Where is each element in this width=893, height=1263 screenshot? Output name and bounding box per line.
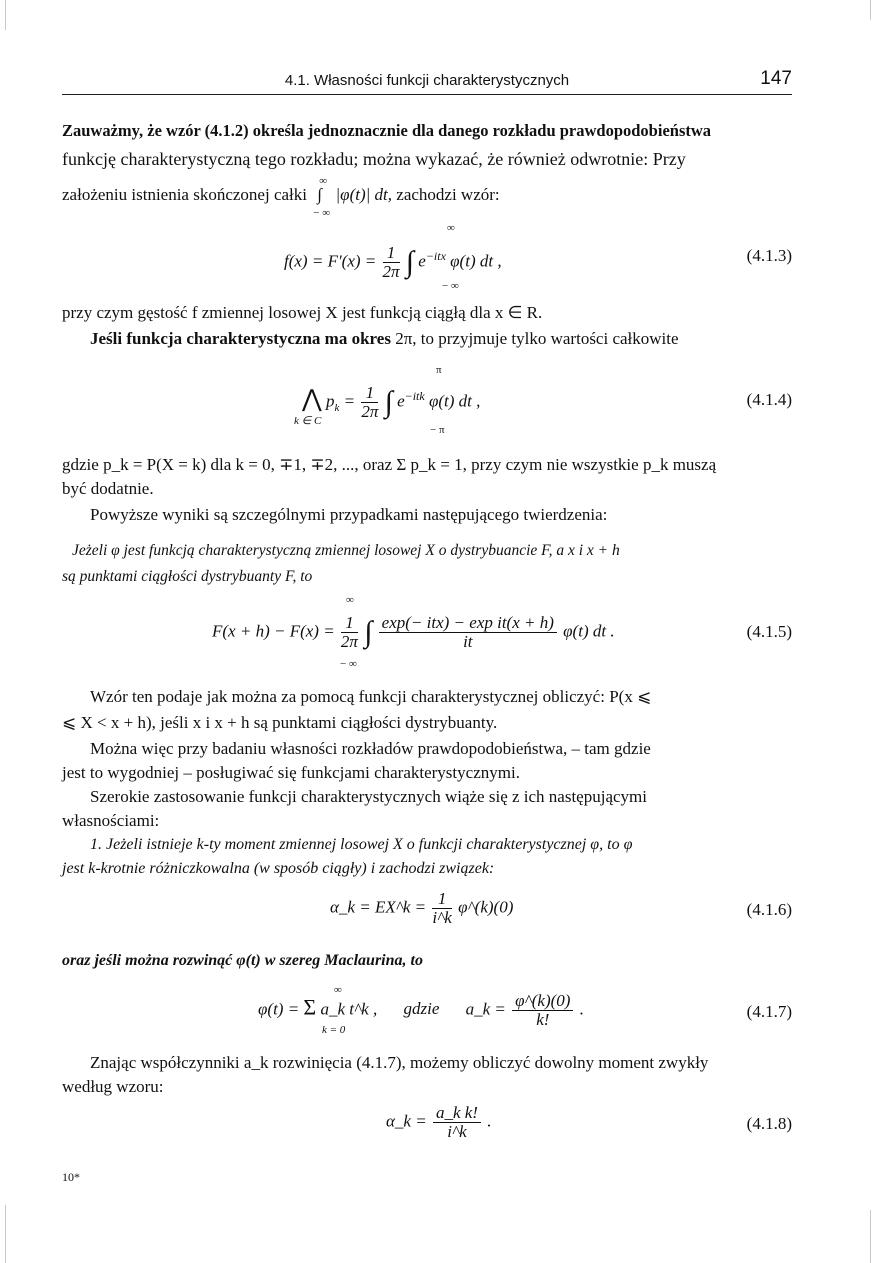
integral-sign: ∫ <box>384 385 393 419</box>
item1-line2: jest k-krotnie różniczkowalna (w sposób ciągły) i zachodzi związek: <box>62 860 495 877</box>
right-page-edge-bottom <box>870 1210 871 1263</box>
eq414-exp: −itk <box>404 388 425 403</box>
eq413-exp: −itx <box>425 248 446 263</box>
eq413-fraction <box>383 244 400 281</box>
eq418-num: a_k k! <box>433 1104 481 1123</box>
para1-line3-before: założeniu istnienia skończonej całki <box>62 185 307 204</box>
para4-line3: Można więc przy badaniu własności rozkładów prawdopodobieństwa, – tam gdzie <box>90 739 651 758</box>
eq415-fnum: exp(− itx) − exp it(x + h) <box>379 614 557 633</box>
eq415-num: 1 <box>341 614 358 633</box>
para4-line5: Szerokie zastosowanie funkcji charakterystycznych wiąże się z ich następującymi <box>90 787 647 806</box>
para3-line2: być dodatnie. <box>62 479 154 498</box>
eq417-number: (4.1.7) <box>746 1002 792 1021</box>
para1-line3-after: zachodzi wzór: <box>396 185 500 204</box>
eq416-lhs: α_k = EX^k = <box>330 897 427 917</box>
eq413-upper: ∞ <box>447 222 455 234</box>
eq415-lhs: F(x + h) − F(x) = <box>212 621 335 641</box>
eq415-fden: it <box>463 632 473 651</box>
eq414-number: (4.1.4) <box>746 390 792 409</box>
equation-4-1-7 <box>62 978 792 1038</box>
item1b-line1: oraz jeśli można rozwinąć φ(t) w szereg Maclaurina, to <box>62 952 423 969</box>
eq417-upper: ∞ <box>334 984 342 996</box>
eq414-den: 2π <box>361 402 379 421</box>
small-integral-lower: − ∞ <box>313 207 331 219</box>
eq417-num: φ^(k)(0) <box>512 992 573 1011</box>
eq418-number: (4.1.8) <box>746 1114 792 1133</box>
eq418-lhs: α_k = <box>386 1111 427 1131</box>
eq415-number: (4.1.5) <box>746 622 792 641</box>
equation-4-1-6 <box>62 882 792 942</box>
running-header <box>62 66 792 95</box>
eq416-fraction <box>432 890 451 927</box>
equation-4-1-4 <box>62 362 792 442</box>
equation-4-1-3 <box>62 222 792 292</box>
eq417-a: a_k = <box>465 999 506 1019</box>
eq414-integrand: e <box>397 391 405 411</box>
eq415-lower: − ∞ <box>340 658 357 670</box>
equation-4-1-5 <box>62 594 792 674</box>
small-integral-sign: ∫ <box>317 185 322 204</box>
eq413-rest: φ(t) dt , <box>450 251 502 271</box>
running-title: 4.1. Własności funkcji charakterystycznych <box>284 72 570 89</box>
theorem-line2: są punktami ciągłości dystrybuanty F, to <box>62 568 313 585</box>
para2-line2 <box>62 326 792 352</box>
eq414-eq: = <box>343 391 356 411</box>
eq415-rest: φ(t) dt . <box>563 621 615 641</box>
eq417-lower: k = 0 <box>322 1024 346 1036</box>
theorem-line1: Jeżeli φ jest funkcją charakterystyczną zmiennej losowej X o dystrybuancie F, a x i x + h <box>72 542 620 559</box>
eq416-num: 1 <box>432 890 451 909</box>
para4-line2: ⩽ X < x + h), jeśli x i x + h są punktami ciągłości dystrybuanty. <box>62 713 498 732</box>
integral-sign: ∫ <box>405 245 415 279</box>
eq413-lhs: f(x) = F′(x) = <box>284 251 377 271</box>
eq415-fraction <box>341 614 358 651</box>
eq417-end: . <box>579 999 584 1019</box>
eq414-wedge: ⋀ <box>302 386 322 413</box>
para1-line3-integrand: |φ(t)| dt, <box>335 185 393 204</box>
eq413-number: (4.1.3) <box>746 246 792 265</box>
eq414-upper: π <box>436 364 442 376</box>
eq414-var-sub: k <box>334 401 340 414</box>
para4-line6: własnościami: <box>62 811 160 830</box>
eq415-main-fraction <box>379 614 557 651</box>
sheet-mark: 10* <box>62 1170 80 1184</box>
equation-4-1-8 <box>62 1098 792 1154</box>
eq418-den: i^k <box>447 1122 467 1141</box>
item1-line1: 1. Jeżeli istnieje k-ty moment zmiennej losowej X o funkcji charakterystycznej φ, to φ <box>90 836 633 853</box>
para3-line1: gdzie p_k = P(X = k) dla k = 0, ∓1, ∓2, ..., oraz Σ p_k = 1, przy czym nie wszystkie p_k muszą <box>62 455 717 474</box>
eq416-rest: φ^(k)(0) <box>458 897 514 917</box>
eq417-lhs: φ(t) = <box>258 999 300 1019</box>
eq414-var: p <box>325 391 335 411</box>
eq414-num: 1 <box>361 384 378 403</box>
eq417-sum: Σ <box>303 994 317 1020</box>
eq414-sub: k ∈ C <box>294 415 322 427</box>
para4-line1: Wzór ten podaje jak można za pomocą funkcji charakterystycznej obliczyć: P(x ⩽ <box>90 687 652 706</box>
eq413-num: 1 <box>383 244 400 263</box>
eq418-end: . <box>487 1111 492 1131</box>
eq416-den: i^k <box>432 908 452 927</box>
eq416-number: (4.1.6) <box>746 900 792 919</box>
eq417-fraction <box>512 992 573 1029</box>
eq414-fraction <box>361 384 378 421</box>
small-integral-upper: ∞ <box>319 175 328 187</box>
para4-line4: jest to wygodniej – posługiwać się funkcjami charakterystycznymi. <box>62 763 520 782</box>
right-page-edge <box>870 0 871 20</box>
para1-line2: funkcję charakterystyczną tego rozkładu; można wykazać, że również odwrotnie: Przy <box>62 149 686 169</box>
para1-line3 <box>62 175 792 219</box>
eq418-fraction <box>433 1104 481 1141</box>
eq413-lower: − ∞ <box>442 280 459 292</box>
eq413-integrand: e <box>418 251 426 271</box>
page-number: 147 <box>760 68 792 89</box>
eq413-den: 2π <box>382 262 400 281</box>
para2-line2-rest: 2π, to przyjmuje tylko wartości całkowite <box>395 329 679 348</box>
left-page-edge-bottom <box>5 1205 6 1263</box>
left-page-edge <box>5 0 6 30</box>
eq415-upper: ∞ <box>346 594 354 606</box>
eq414-rest: φ(t) dt , <box>428 391 481 411</box>
para5-line1: Znając współczynniki a_k rozwinięcia (4.1.7), możemy obliczyć dowolny moment zwykły <box>90 1053 709 1072</box>
integral-sign: ∫ <box>364 615 373 649</box>
eq417-den: k! <box>536 1010 550 1029</box>
para5-line2: według wzoru: <box>62 1077 164 1096</box>
para2-line1: przy czym gęstość f zmiennej losowej X jest funkcją ciągłą dla x ∈ R. <box>62 303 543 322</box>
para3-line3: Powyższe wyniki są szczególnymi przypadkami następującego twierdzenia: <box>90 505 608 524</box>
para1-line1: Zauważmy, że wzór (4.1.2) określa jednoznacznie dla danego rozkładu prawdopodobieństwa <box>62 121 712 140</box>
eq415-den: 2π <box>340 632 358 651</box>
para2-line2-bold: Jeśli funkcja charakterystyczna ma okres <box>90 329 391 348</box>
eq414-lower: − π <box>430 424 445 436</box>
eq417-gdzie: gdzie <box>403 999 440 1019</box>
eq417-term: a_k t^k , <box>320 999 378 1019</box>
